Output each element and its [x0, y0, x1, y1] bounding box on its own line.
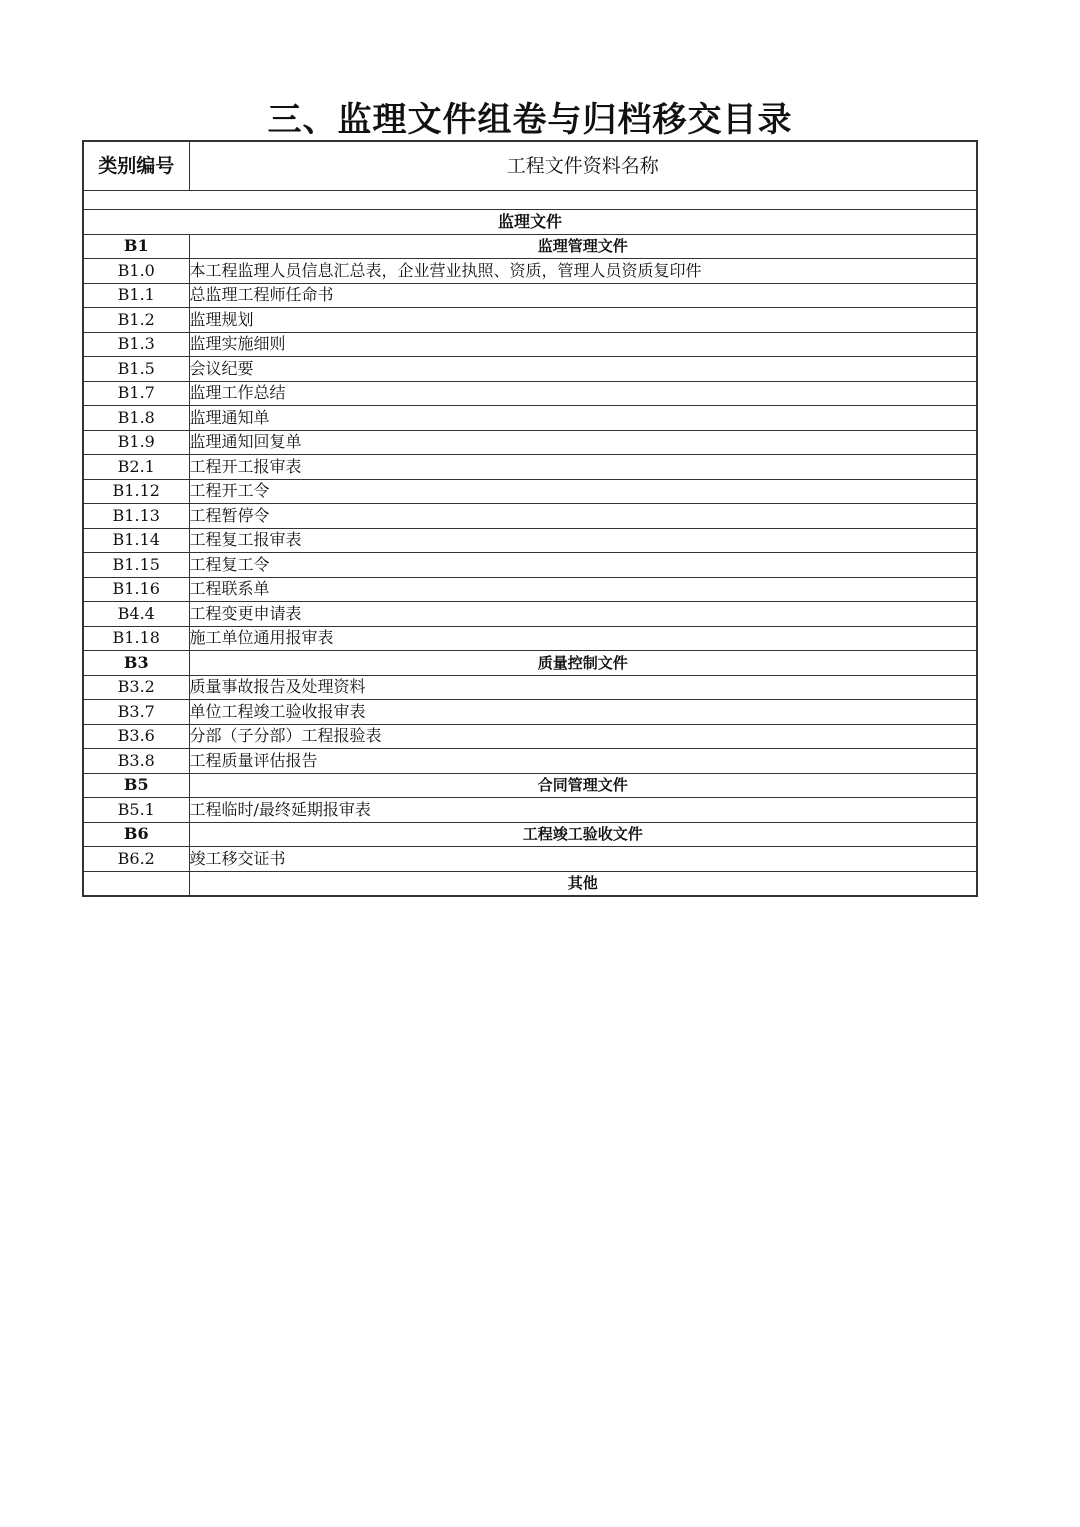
item-name: 单位工程竣工验收报审表 — [189, 700, 977, 725]
group-name: 工程竣工验收文件 — [189, 822, 977, 847]
item-code: B1.5 — [83, 357, 189, 382]
item-name: 本工程监理人员信息汇总表，企业营业执照、资质，管理人员资质复印件 — [189, 259, 977, 284]
item-code: B3.7 — [83, 700, 189, 725]
item-name: 工程复工报审表 — [189, 528, 977, 553]
group-row — [83, 234, 977, 259]
item-code: B3.8 — [83, 749, 189, 774]
table-row — [83, 381, 977, 406]
item-code: B1.1 — [83, 283, 189, 308]
item-code: B2.1 — [83, 455, 189, 480]
item-code: B1.15 — [83, 553, 189, 578]
table-row — [83, 798, 977, 823]
table-header-row — [83, 141, 977, 191]
table-row — [83, 406, 977, 431]
table-row — [83, 553, 977, 578]
group-code: B5 — [83, 773, 189, 798]
item-code: B1.9 — [83, 430, 189, 455]
group-row — [83, 822, 977, 847]
catalog-table-body — [83, 141, 977, 896]
section-row — [83, 210, 977, 235]
item-code: B5.1 — [83, 798, 189, 823]
table-row — [83, 430, 977, 455]
group-code — [83, 871, 189, 896]
item-name: 分部（子分部）工程报验表 — [189, 724, 977, 749]
item-code: B3.2 — [83, 675, 189, 700]
item-code: B1.2 — [83, 308, 189, 333]
group-row — [83, 651, 977, 676]
item-name: 监理实施细则 — [189, 332, 977, 357]
table-row — [83, 455, 977, 480]
section-title: 监理文件 — [83, 210, 977, 235]
item-name: 竣工移交证书 — [189, 847, 977, 872]
table-spacer-row — [83, 191, 977, 210]
table-row — [83, 308, 977, 333]
item-name: 会议纪要 — [189, 357, 977, 382]
item-name: 工程开工报审表 — [189, 455, 977, 480]
item-name: 工程暂停令 — [189, 504, 977, 529]
table-row — [83, 283, 977, 308]
group-name: 监理管理文件 — [189, 234, 977, 259]
item-code: B1.16 — [83, 577, 189, 602]
item-name: 工程联系单 — [189, 577, 977, 602]
item-code: B1.12 — [83, 479, 189, 504]
header-name: 工程文件资料名称 — [189, 141, 977, 191]
table-row — [83, 602, 977, 627]
table-row — [83, 357, 977, 382]
item-code: B1.3 — [83, 332, 189, 357]
page-title: 三、监理文件组卷与归档移交目录 — [267, 100, 793, 140]
item-code: B1.8 — [83, 406, 189, 431]
item-name: 工程变更申请表 — [189, 602, 977, 627]
item-name: 工程临时/最终延期报审表 — [189, 798, 977, 823]
item-name: 工程复工令 — [189, 553, 977, 578]
group-code: B1 — [83, 234, 189, 259]
group-name: 质量控制文件 — [189, 651, 977, 676]
item-name: 工程开工令 — [189, 479, 977, 504]
item-code: B1.18 — [83, 626, 189, 651]
item-name: 工程质量评估报告 — [189, 749, 977, 774]
table-row — [83, 626, 977, 651]
item-code: B1.14 — [83, 528, 189, 553]
table-row — [83, 332, 977, 357]
table-row — [83, 700, 977, 725]
table-row — [83, 504, 977, 529]
item-code: B6.2 — [83, 847, 189, 872]
group-row — [83, 773, 977, 798]
item-code: B1.0 — [83, 259, 189, 284]
table-row — [83, 259, 977, 284]
group-code: B6 — [83, 822, 189, 847]
item-code: B1.13 — [83, 504, 189, 529]
header-code: 类别编号 — [83, 141, 189, 191]
item-name: 质量事故报告及处理资料 — [189, 675, 977, 700]
item-name: 监理规划 — [189, 308, 977, 333]
item-code: B1.7 — [83, 381, 189, 406]
group-code: B3 — [83, 651, 189, 676]
group-name: 合同管理文件 — [189, 773, 977, 798]
table-row — [83, 479, 977, 504]
item-code: B4.4 — [83, 602, 189, 627]
item-name: 总监理工程师任命书 — [189, 283, 977, 308]
catalog-table — [82, 140, 978, 897]
group-row — [83, 871, 977, 896]
group-name: 其他 — [189, 871, 977, 896]
item-name: 监理通知回复单 — [189, 430, 977, 455]
item-code: B3.6 — [83, 724, 189, 749]
table-row — [83, 675, 977, 700]
item-name: 施工单位通用报审表 — [189, 626, 977, 651]
table-row — [83, 724, 977, 749]
item-name: 监理工作总结 — [189, 381, 977, 406]
table-row — [83, 577, 977, 602]
table-row — [83, 749, 977, 774]
item-name: 监理通知单 — [189, 406, 977, 431]
table-row — [83, 847, 977, 872]
table-row — [83, 528, 977, 553]
